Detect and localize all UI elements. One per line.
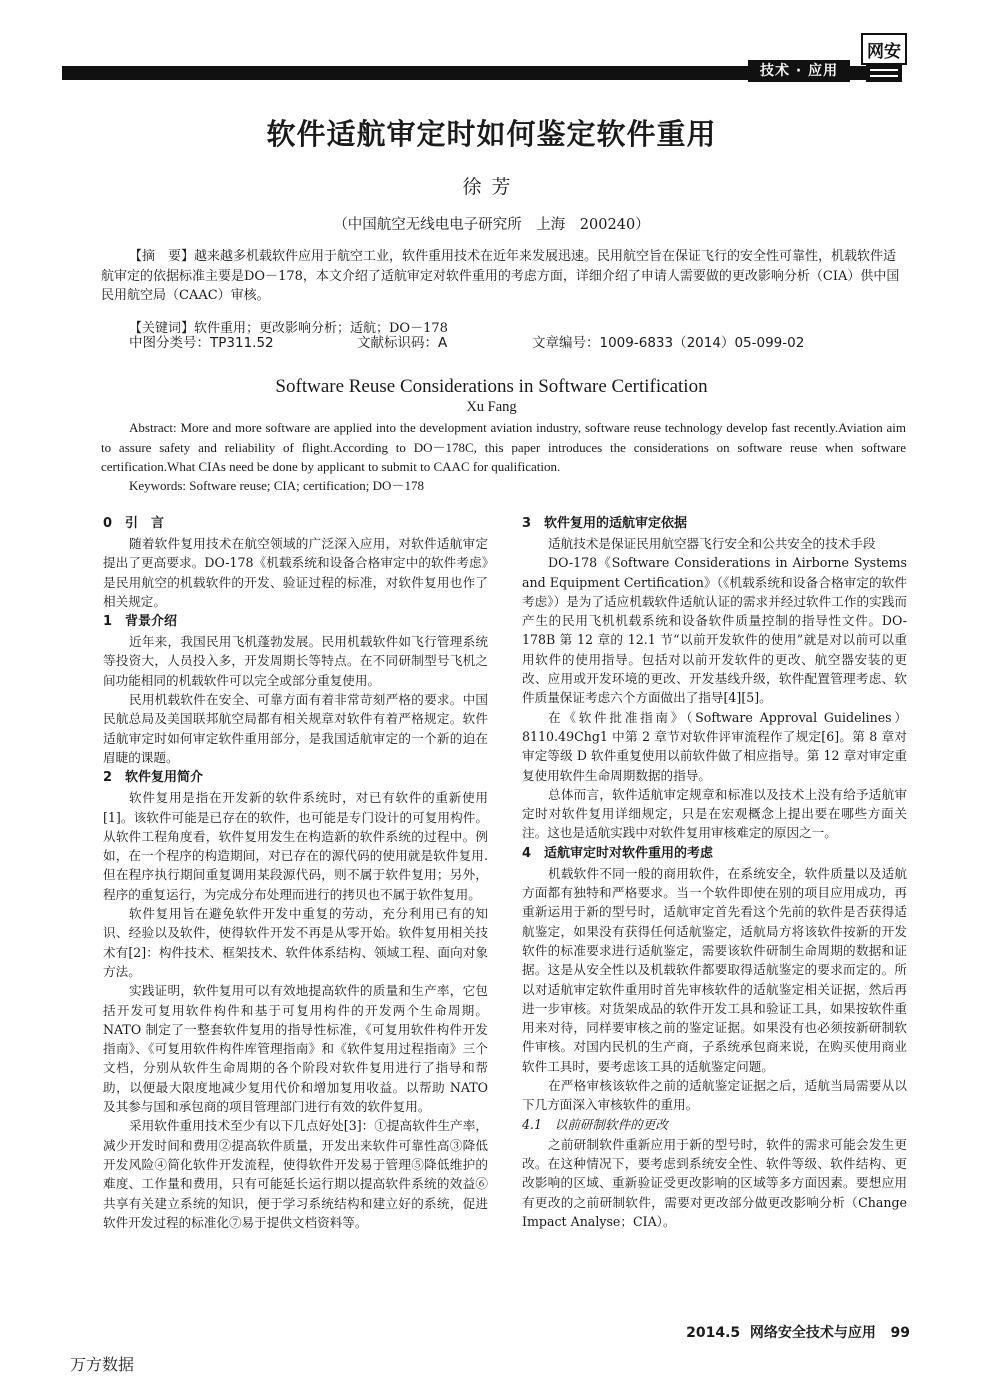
body-column-right	[522, 513, 907, 1231]
paragraph: 近年来，我国民用飞机蓬勃发展。民用机载软件如飞行管理系统等投资大，人员投入多，开发周期长等特点。在不同研制型号飞机之间功能相同的机载软件可以完全或部分重复使用。	[103, 634, 488, 688]
footer-journal-name: 网络安全技术与应用	[749, 1325, 876, 1341]
paragraph: 软件复用旨在避免软件开发中重复的劳动，充分利用已有的知识、经验以及软件，使得软件开发不再是从零开始。软件复用相关技术有[2]：构件技术、框架技术、软件体系结构、领域工程、面向对象方法。	[103, 906, 488, 979]
paragraph: 实践证明，软件复用可以有效地提高软件的质量和生产率，它包括开发可复用软件构件和基于可复用构件的开发两个生命周期。NATO 制定了一整套软件复用的指导性标准，《可复用软件构件开发指南》、《可复用软件构件库管理指南》和《软件复用过程指南》三个文档，分别从软件生命周期的各个阶段对软件复用进行了指导和帮助，以便最大限度地减少复用代价和增加复用收益。以帮助 NATO 及其参与国和承包商的项目管理部门进行有效的软件复用。	[103, 983, 488, 1115]
section-heading: 2 软件复用简介	[103, 770, 204, 786]
paragraph: 在严格审核该软件之前的适航鉴定证据之后，适航当局需要从以下几方面深入审核软件的重用。	[522, 1078, 907, 1113]
english-title: Software Reuse Considerations in Software Certification	[275, 376, 708, 397]
paragraph: 民用机载软件在安全、可靠方面有着非常苛刻严格的要求。中国民航总局及美国联邦航空局都有相关规章对软件有着严格规定。软件适航审定时如何审定软件重用部分，是我国适航审定的一个新的迫在眉睫的课题。	[103, 692, 488, 765]
paragraph: 采用软件重用技术至少有以下几点好处[3]：①提高软件生产率，减少开发时间和费用②提高软件质量，开发出来软件可靠性高③降低开发风险④简化软件开发流程，使得软件开发易于管理⑤降低维护的难度、工作量和费用，只有可能延长运行期以提高软件系统的效益⑥共享有关建立系统的知识，便于学习系统结构和建立好的系统，促进软件开发过程的标准化⑦易于提供文档资料等。	[103, 1118, 488, 1230]
chinese-keywords: 【关键词】软件重用；更改影响分析；适航；DO－178	[129, 321, 448, 336]
paragraph: 机载软件不同一般的商用软件，在系统安全，软件质量以及适航方面都有独特和严格要求。当一个软件即使在别的项目应用成功，再重新运用于新的型号时，适航审定首先看这个先前的软件是否获得适航鉴定，如果没有获得任何适航鉴定，适航局方将该软件按新的开发软件的标准要求进行适航鉴定，需要该软件研制生命周期的数据和证据。这是从安全性以及机载软件都要取得适航鉴定的要求而定的。所以对适航审定软件重用时首先审核软件的适航鉴定相关证据，然后再进一步审核。对货架成品的软件开发工具和验证工具，如果按软件重用来对待，同样要审核之前的鉴定证据。如果没有也必须按新研制软件审核。对国内民机的生产商，子系统承包商来说，在购买使用商业软件工具时，要考虑该工具的适航鉴定问题。	[522, 865, 907, 1074]
page-number: 99	[890, 1325, 910, 1341]
paragraph: 总体而言，软件适航审定规章和标准以及技术上没有给予适航审定时对软件复用详细规定，只是在宏观概念上提出要在哪些方面关注。这也是适航实践中对软件复用审核难定的原因之一。	[522, 786, 907, 841]
section-heading: 1 背景介绍	[103, 614, 178, 630]
chinese-abstract: 【摘 要】越来越多机载软件应用于航空工业，软件重用技术在近年来发展迅速。民用航空旨在保证飞行的安全性可靠性，机载软件适航审定的依据标准主要是DO－178，本文介绍了适航审定对软件重用的考虑方面，详细介绍了申请人需要做的更改影响分析（CIA）供中国民用航空局（CAAC）审核。	[101, 249, 900, 303]
article-number: 文章编号：1009-6833（2014）05-099-02	[532, 335, 805, 351]
source-watermark: 万方数据	[70, 1355, 135, 1374]
journal-logo-icon	[860, 32, 908, 84]
subsection-heading: 4.1 以前研制软件的更改	[522, 1116, 668, 1132]
section-heading: 0 引 言	[103, 516, 165, 531]
english-author: Xu Fang	[466, 399, 517, 415]
clc-number: 中图分类号：TP311.52	[129, 335, 274, 351]
paragraph: 软件复用是指在开发新的软件系统时，对已有软件的重新使用[1]。该软件可能是已存在的软件，也可能是专门设计的可复用构件。从软件工程角度看，软件复用发生在构造新的软件系统的过程中。例如，在一个程序的构造期间，对已存在的源代码的使用就是软件复用.但在程序执行期间重复调用某段源代码，则不属于软件复用；另外，程序的重复运行，为完成分布处理而进行的拷贝也不属于软件复用。	[103, 790, 488, 902]
page-footer	[600, 1322, 910, 1342]
section-heading: 3 软件复用的适航审定依据	[522, 516, 688, 531]
article-title: 软件适航审定时如何鉴定软件重用	[266, 117, 717, 151]
author-name: 徐芳	[462, 176, 521, 198]
paragraph: 之前研制软件重新应用于新的型号时，软件的需求可能会发生更改。在这种情况下，要考虑到系统安全性、软件等级、软件结构、更改影响的区域、重新验证受更改影响的区域等多方面因素。要想应用有更改的之前研制软件，需要对更改部分做更改影响分析（Change Impact Analyse；CIA）。	[522, 1136, 907, 1229]
journal-logo-text: 网安	[867, 42, 901, 62]
document-code: 文献标识码：A	[357, 335, 448, 351]
english-abstract: Abstract: More and more software are applied into the development aviation industry, software reuse technology develop fast recently.Aviation aim to assure safety and reliability of flight.According to DO－178C, this paper introduces the considerations on software reuse when software certification.What CIAs need be done by applicant to submit to CAAC for qualification.	[101, 420, 906, 474]
paragraph: 适航技术是保证民用航空器飞行安全和公共安全的技术手段	[548, 536, 876, 551]
footer-issue: 2014.5	[686, 1325, 741, 1341]
paragraph: DO-178《Software Considerations in Airborne Systems and Equipment Certification》（《机载系统和设备合格审定的软件考虑》）是为了适应机载软件适航认证的需求并经过软件工作的实践而产生的民用飞机机载系统和设备软件质量控制的指导性文件。DO-178B 第 12 章的 12.1 节“以前开发软件的使用”就是对以前可以重用软件的使用指导。包括对以前开发软件的更改、航空器安装的更改、应用或开发环境的更改、开发基线升级，软件配置管理考虑、软件质量保证考虑六个方面做出了指导[4][5]。	[522, 555, 907, 706]
author-affiliation: （中国航空无线电电子研究所 上海 200240）	[333, 217, 650, 233]
english-keywords: Keywords: Software reuse; CIA; certification; DO－178	[129, 478, 424, 493]
body-column-left	[103, 513, 488, 1232]
paragraph: 随着软件复用技术在航空领域的广泛深入应用，对软件适航审定提出了更高要求。DO-178《机载系统和设备合格审定中的软件考虑》是民用航空的机载软件的开发、验证过程的标准，对软件复用也作了相关规定。	[103, 536, 488, 609]
section-tag: 技术 · 应用	[748, 60, 850, 82]
paragraph: 在《软件批准指南》（Software Approval Guidelines）8110.49Chg1 中第 2 章节对软件评审流程作了规定[6]。第 8 章对审定等级 D 软件重复使用以前软件做了相应指导。第 12 章对审定重复使用软件生命周期数据的指导。	[522, 709, 907, 783]
section-heading: 4 适航审定时对软件重用的考虑	[522, 845, 714, 861]
classification-line	[129, 334, 899, 352]
